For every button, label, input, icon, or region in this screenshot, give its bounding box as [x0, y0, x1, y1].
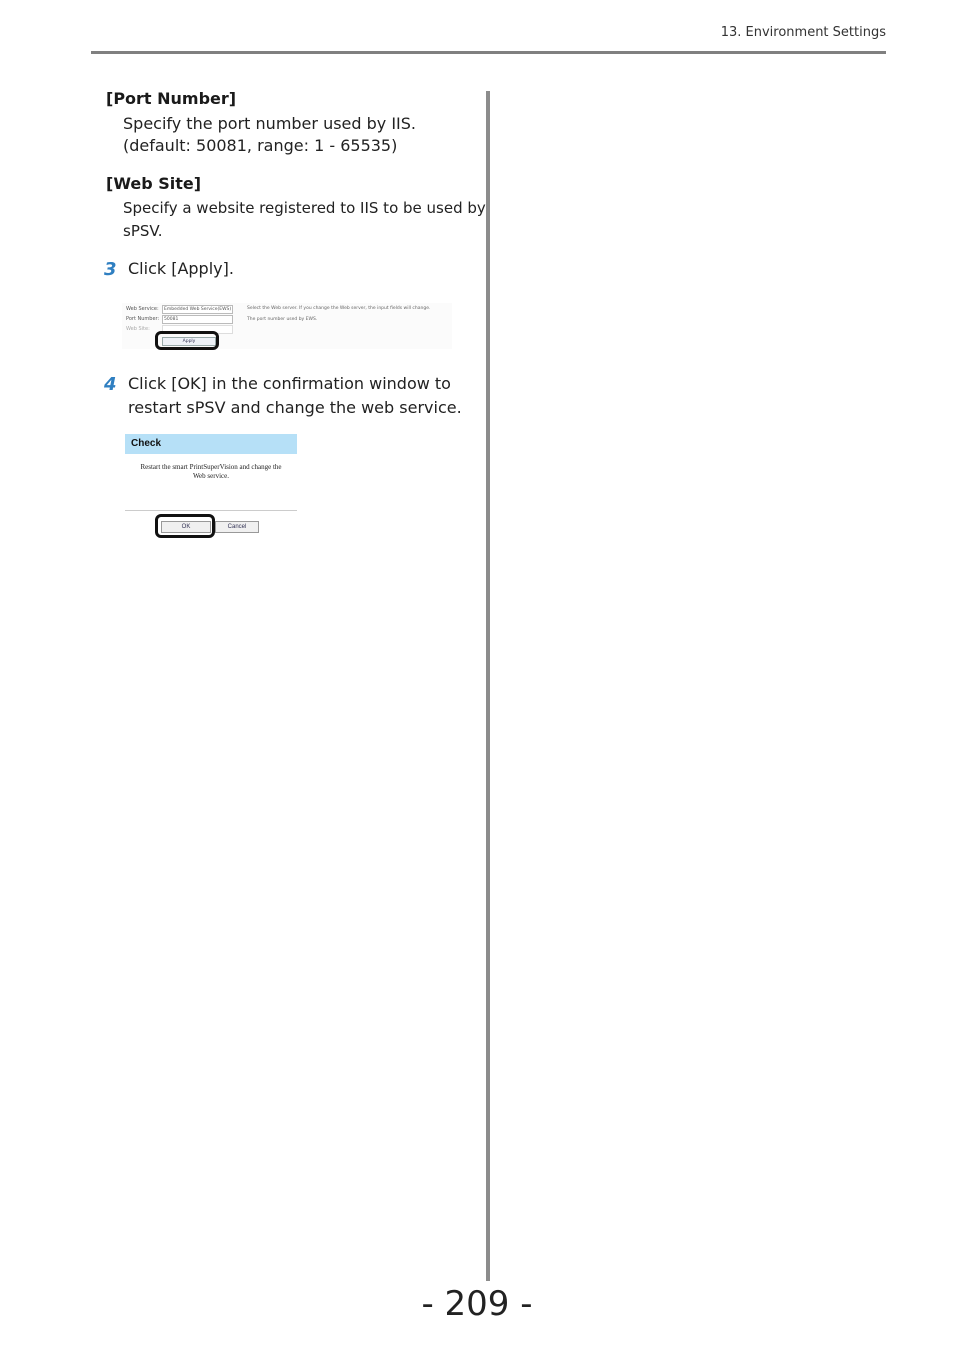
step-4-number: 4: [104, 374, 117, 395]
dialog-message: [129, 463, 293, 481]
port-number-heading: [Port Number]: [106, 89, 237, 108]
ok-button[interactable]: OK: [161, 521, 211, 533]
ok-highlight: [155, 514, 215, 538]
web-site-line2: sPSV.: [123, 222, 163, 240]
port-help: The port number used by EWS.: [247, 317, 318, 322]
port-input[interactable]: 50081: [162, 315, 233, 324]
site-label: Web Site:: [126, 326, 150, 332]
web-site-description: [123, 197, 486, 243]
dialog-title: Check: [131, 438, 162, 449]
cancel-button[interactable]: Cancel: [215, 521, 259, 533]
port-number-line1: Specify the port number used by IIS.: [123, 114, 417, 133]
apply-button[interactable]: Apply: [162, 337, 216, 346]
port-number-description: [123, 113, 416, 157]
web-service-help: Select the Web server. If you change the Web server, the input fields will change.: [247, 306, 431, 311]
step-4-line2: restart sPSV and change the web service.: [128, 398, 462, 417]
page-number: - 209 -: [421, 1284, 533, 1324]
step-3-text: Click [Apply].: [128, 259, 234, 278]
dialog-message-line1: Restart the smart PrintSuperVision and change the: [140, 463, 282, 471]
dialog-message-line2: Web service.: [193, 472, 229, 480]
header-divider: [91, 51, 886, 54]
port-label: Port Number:: [126, 316, 160, 322]
step-4-text: [128, 372, 462, 420]
step-3-number: 3: [104, 259, 117, 280]
web-site-line1: Specify a website registered to IIS to be used by: [123, 199, 486, 217]
step-4-line1: Click [OK] in the confirmation window to: [128, 374, 451, 393]
column-divider: [486, 91, 490, 1281]
web-service-select[interactable]: Embedded Web Service(EWS): [164, 307, 232, 312]
web-site-heading: [Web Site]: [106, 174, 202, 193]
dialog-separator: [125, 510, 297, 511]
port-number-line2: (default: 50081, range: 1 - 65535): [123, 136, 398, 155]
apply-highlight: [155, 331, 219, 350]
web-service-label: Web Service:: [126, 306, 159, 312]
chapter-title: 13. Environment Settings: [720, 25, 886, 40]
